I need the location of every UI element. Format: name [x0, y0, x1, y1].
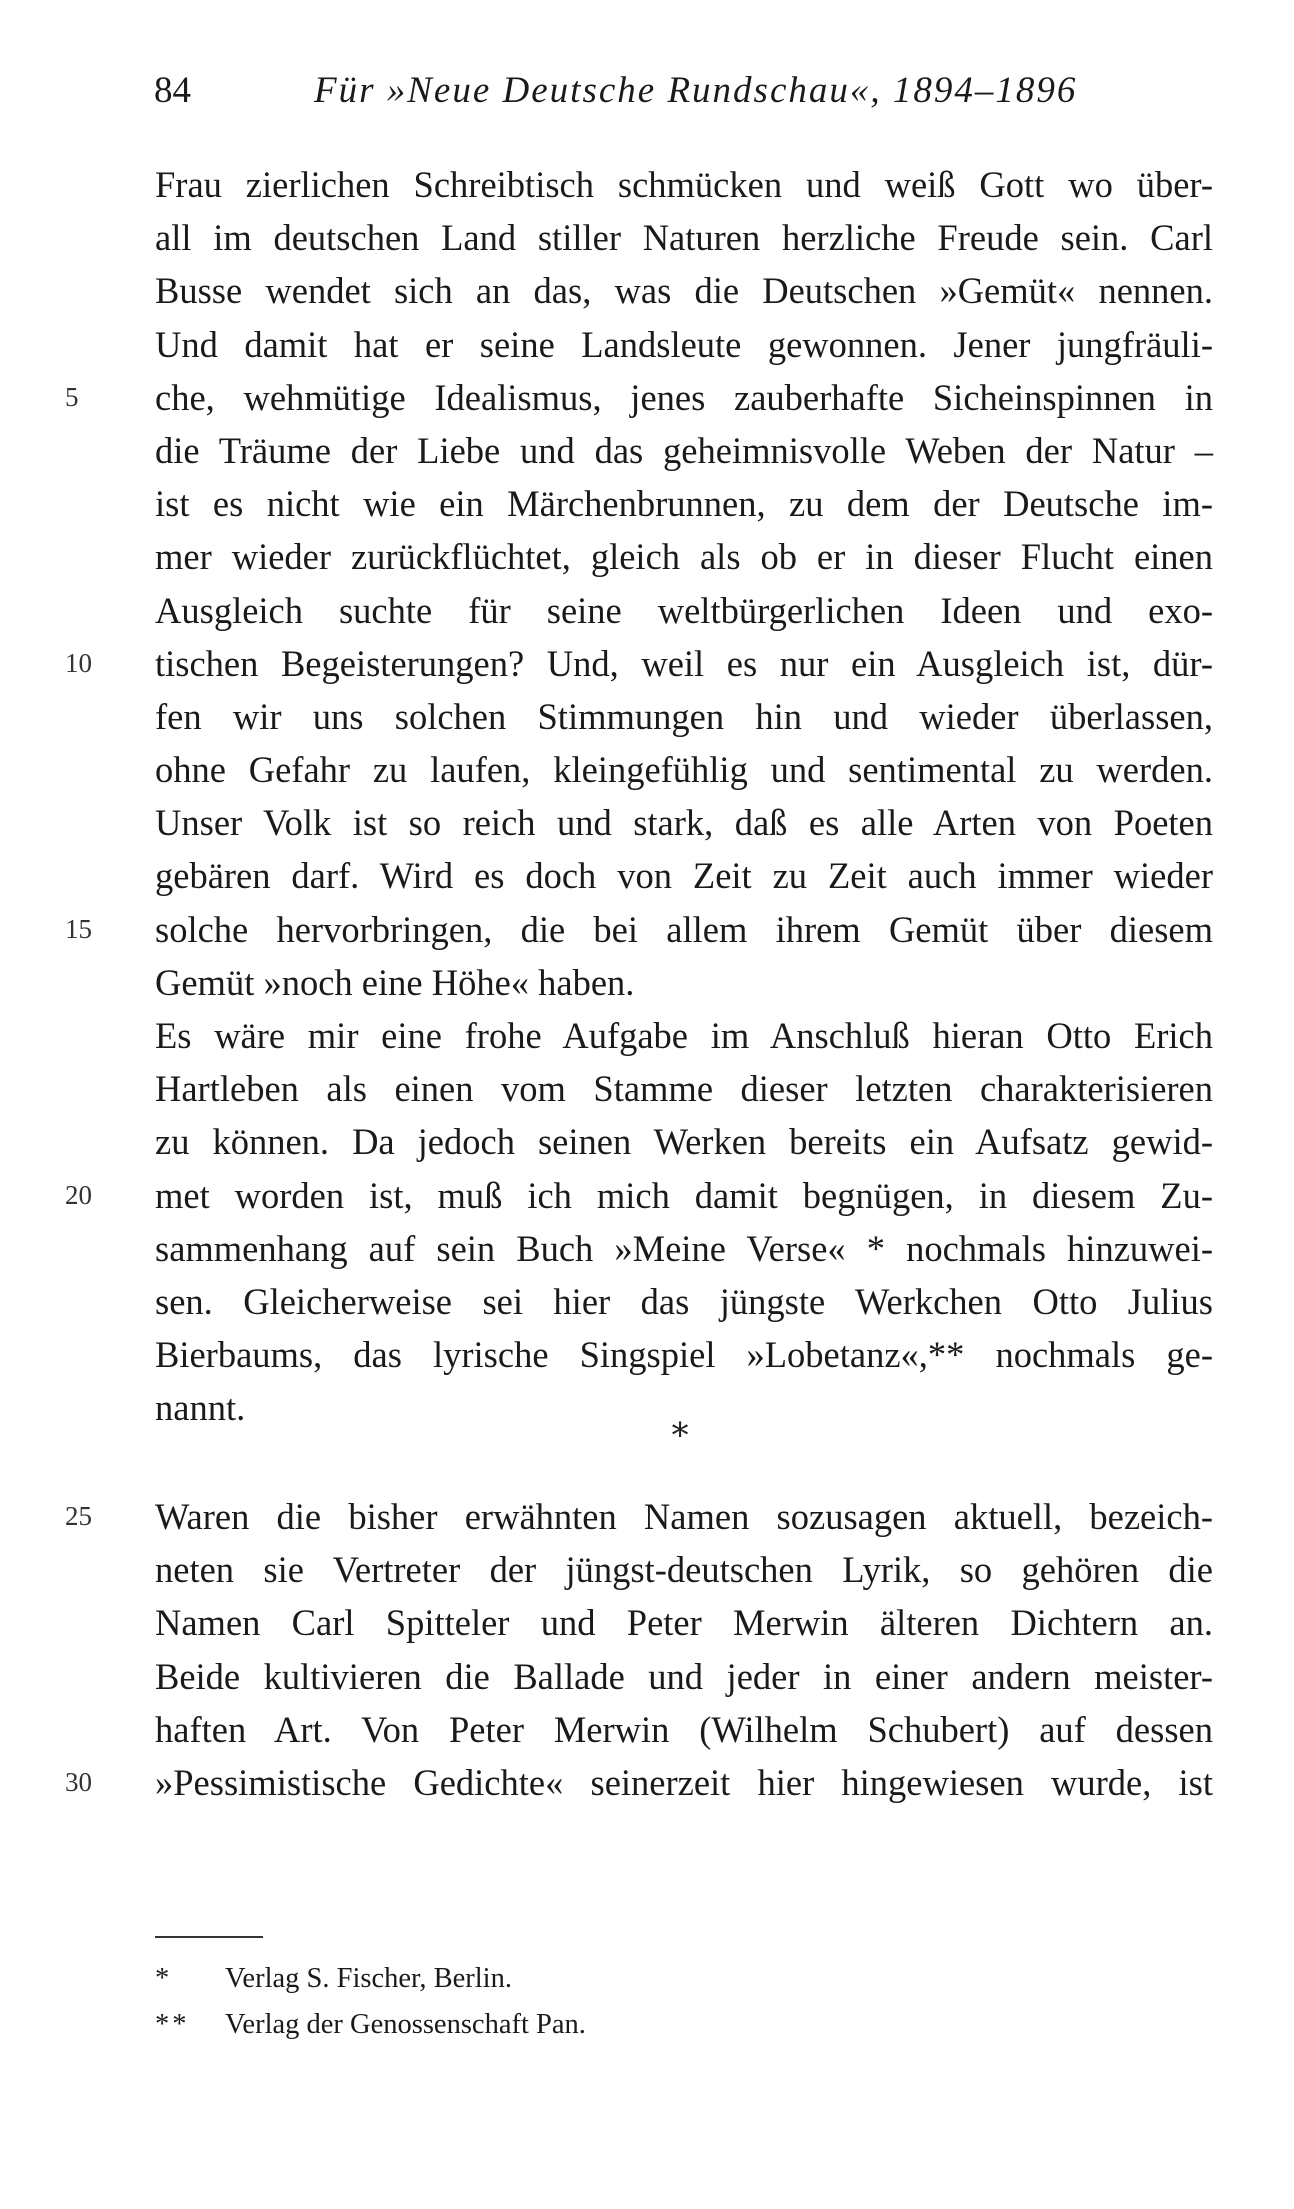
text-line	[155, 1222, 1213, 1275]
main-text-block-continued	[65, 1490, 1213, 1809]
line-text: met worden ist, muß ich mich damit begnügen, in diesem Zu-	[155, 1174, 1213, 1216]
paragraph-2	[65, 1009, 1213, 1435]
paragraph-3	[65, 1490, 1213, 1809]
section-separator-asterisk: ∗	[668, 1411, 692, 1448]
line-text: Beide kultivieren die Ballade und jeder in einer andern meister-	[155, 1655, 1213, 1697]
line-number: 20	[65, 1179, 92, 1210]
text-line	[155, 743, 1213, 796]
line-text: Namen Carl Spitteler und Peter Merwin älteren Dichtern an.	[155, 1602, 1213, 1644]
footnote-text: Verlag S. Fischer, Berlin.	[225, 1963, 512, 1994]
footnote-rule	[155, 1936, 263, 1938]
line-text: Busse wendet sich an das, was die Deutschen »Gemüt« nennen.	[155, 270, 1213, 312]
text-line	[155, 690, 1213, 743]
page-header	[154, 66, 1154, 116]
line-number: 30	[65, 1766, 92, 1797]
line-text: haften Art. Von Peter Merwin (Wilhelm Schubert) auf dessen	[155, 1708, 1213, 1750]
text-line	[155, 1115, 1213, 1168]
line-text: Waren die bisher erwähnten Namen sozusagen aktuell, bezeich-	[155, 1496, 1213, 1537]
text-line	[155, 1703, 1213, 1756]
text-line	[65, 1490, 1213, 1543]
line-text: zu können. Da jedoch seinen Werken bereits ein Aufsatz gewid-	[155, 1121, 1213, 1163]
text-line	[155, 1543, 1213, 1596]
main-text-block	[65, 158, 1213, 1435]
line-text: Gemüt »noch eine Höhe« haben.	[155, 961, 635, 1003]
line-text: neten sie Vertreter der jüngst-deutschen Lyrik, so gehören die	[155, 1549, 1213, 1591]
text-line	[155, 530, 1213, 583]
line-text: solche hervorbringen, die bei allem ihrem Gemüt über diesem	[155, 908, 1213, 950]
line-text: ist es nicht wie ein Märchenbrunnen, zu dem der Deutsche im-	[155, 483, 1213, 525]
text-line	[155, 956, 1213, 1009]
footnote-marker: **	[155, 2009, 190, 2040]
text-line	[65, 1756, 1213, 1809]
text-line	[65, 637, 1213, 690]
line-text: Hartleben als einen vom Stamme dieser letzten charakterisieren	[155, 1068, 1213, 1110]
page-number: 84	[154, 70, 191, 111]
footnote-marker: *	[155, 1963, 173, 1994]
text-line	[155, 584, 1213, 637]
line-number: 10	[65, 647, 92, 678]
text-line	[155, 158, 1213, 211]
text-line	[155, 477, 1213, 530]
line-text: Und damit hat er seine Landsleute gewonnen. Jener jungfräuli-	[155, 323, 1213, 365]
line-text: tischen Begeisterungen? Und, weil es nur ein Ausgleich ist, dür-	[155, 642, 1213, 684]
text-line	[65, 903, 1213, 956]
text-line	[155, 424, 1213, 477]
text-line	[155, 1650, 1213, 1703]
line-text: gebären darf. Wird es doch von Zeit zu Zeit auch immer wieder	[155, 855, 1213, 897]
line-number: 15	[65, 913, 92, 944]
line-text: all im deutschen Land stiller Naturen herzliche Freude sein. Carl	[155, 217, 1213, 259]
line-number: 5	[65, 381, 79, 412]
footnotes	[155, 1956, 1155, 2048]
running-head: Für »Neue Deutsche Rundschau«, 1894–1896	[314, 70, 1078, 111]
line-text: Ausgleich suchte für seine weltbürgerlichen Ideen und exo-	[155, 589, 1213, 631]
text-line	[155, 796, 1213, 849]
footnote	[155, 2002, 1155, 2048]
line-text: sammenhang auf sein Buch »Meine Verse« * nochmals hinzuwei-	[155, 1227, 1213, 1269]
footnote	[155, 1956, 1155, 2002]
footnote-text: Verlag der Genossenschaft Pan.	[225, 2009, 586, 2040]
line-text: Bierbaums, das lyrische Singspiel »Lobetanz«,** nochmals ge-	[155, 1334, 1213, 1376]
text-line	[65, 1169, 1213, 1222]
line-text: »Pessimistische Gedichte« seinerzeit hier hingewiesen wurde, ist	[155, 1761, 1213, 1803]
line-text: ohne Gefahr zu laufen, kleingefühlig und sentimental zu werden.	[155, 749, 1213, 791]
text-line	[155, 211, 1213, 264]
line-text: Unser Volk ist so reich und stark, daß es alle Arten von Poeten	[155, 802, 1213, 844]
line-text: che, wehmütige Idealismus, jenes zauberhafte Sicheinspinnen in	[155, 376, 1213, 418]
line-text: fen wir uns solchen Stimmungen hin und wieder überlassen,	[155, 695, 1213, 737]
text-line	[155, 264, 1213, 317]
paragraph-1	[65, 158, 1213, 1009]
line-text: Frau zierlichen Schreibtisch schmücken und weiß Gott wo über-	[155, 164, 1213, 205]
line-text: mer wieder zurückflüchtet, gleich als ob er in dieser Flucht einen	[155, 536, 1213, 578]
line-text: nannt.	[155, 1387, 246, 1429]
text-line	[155, 1062, 1213, 1115]
text-line	[155, 318, 1213, 371]
text-line	[155, 1328, 1213, 1381]
text-line	[155, 1009, 1213, 1062]
text-line	[155, 1596, 1213, 1649]
line-text: Es wäre mir eine frohe Aufgabe im Anschluß hieran Otto Erich	[155, 1015, 1213, 1056]
text-line	[155, 849, 1213, 902]
line-text: sen. Gleicherweise sei hier das jüngste Werkchen Otto Julius	[155, 1280, 1213, 1322]
text-line	[155, 1275, 1213, 1328]
line-number: 25	[65, 1501, 92, 1531]
text-line	[65, 371, 1213, 424]
line-text: die Träume der Liebe und das geheimnisvolle Weben der Natur –	[155, 429, 1213, 471]
